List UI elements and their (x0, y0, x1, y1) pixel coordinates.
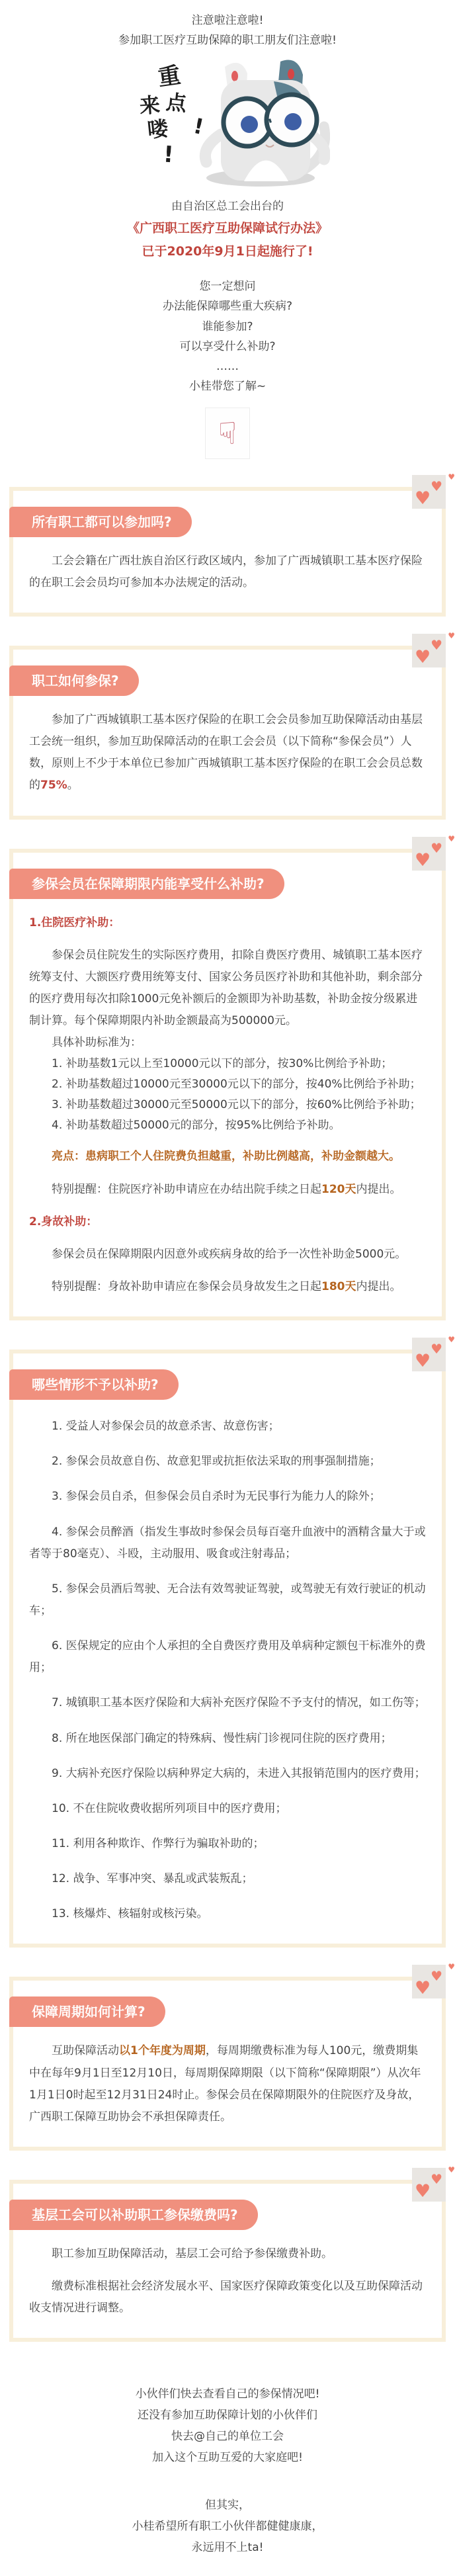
wide-eyed-cat-sticker (125, 56, 330, 190)
intro-line: 注意啦注意啦! (191, 14, 264, 27)
sticker-caption-char: 点 (165, 89, 188, 116)
footer-line: 永远用不上ta! (191, 2541, 264, 2555)
exclusion-item: 3. 参保会员自杀，但参保会员自杀时为无民事行为能力人的除外； (52, 1490, 381, 1504)
standards-item: 2. 补助基数超过10000元至30000元以下的部分，按40%比例给予补助； (52, 1077, 421, 1091)
cat-illustration (188, 56, 330, 190)
card-paragraph: 参保会员在保障期限内因意外或疾病身故的给予一次性补助金5000元。 (52, 1247, 407, 1261)
reminder-note (29, 1276, 426, 1298)
footer-line: 还没有参加互助保障计划的小伙伴们 (138, 2409, 317, 2423)
heart-icon: ♥ (448, 1962, 455, 1972)
hearts-decoration (412, 2165, 455, 2202)
card-how-to-enroll (9, 631, 455, 820)
card-paragraph: 参保会员住院发生的实际医疗费用，扣除自费医疗费用、城镇职工基本医疗统筹支付、大额医疗费用统筹支付、国家公务员医疗补助和其他补助，剩余部分的医疗费用每次扣除1000元免补额后的金额即为补助基数，补助金按分级累进制计算。每个保障期限内补助金额最高为500000元。 (29, 948, 423, 1028)
heart-icon: ♥ (415, 849, 431, 871)
question-line: 谁能参加? (202, 320, 253, 333)
footer-wish (0, 2495, 455, 2559)
exclusion-item: 11. 利用各种欺诈、作弊行为骗取补助的； (52, 1836, 265, 1850)
sticker-caption-char: 重 (156, 62, 183, 91)
footer-line: 小桂希望所有职工小伙伴都健健康康， (132, 2520, 323, 2534)
paragraph-text: 特别提醒：住院医疗补助申请应在办结出院手续之日起 (52, 1182, 321, 1196)
heart-icon: ♥ (415, 488, 431, 509)
footer-line: 加入这个互助互爱的大家庭吧! (152, 2451, 303, 2465)
exclusion-item: 10. 不在住院收费收据所列项目中的医疗费用； (52, 1801, 287, 1815)
exclusion-item: 9. 大病补充医疗保险以病种界定大病的，未进入其报销范围内的医疗费用； (52, 1766, 426, 1780)
paragraph-text: 。 (67, 779, 79, 793)
standards-item: 1. 补助基数1元以上至10000元以下的部分，按30%比例给予补助； (52, 1056, 393, 1070)
intro-section (0, 0, 455, 51)
heart-icon: ♥ (448, 834, 455, 843)
card-title-pill: 哪些情形不予以补助? (9, 1369, 179, 1400)
exclusion-item: 2. 参保会员故意自伤、故意犯罪或抗拒依法采取的刑事强制措施； (52, 1455, 381, 1469)
sticker-caption-char: ! (162, 141, 175, 168)
ellipsis-line: …… (216, 360, 239, 374)
standards-label: 具体补助标准为： (52, 1036, 142, 1050)
heart-icon: ♥ (415, 1351, 431, 1372)
sticker-caption-char: ! (191, 112, 206, 140)
paragraph-text: 互助保障活动 (52, 2044, 119, 2058)
highlighted-value: 120天 (321, 1182, 356, 1196)
footer-line: 快去@自己的单位工会 (171, 2430, 284, 2444)
exclusion-item: 8. 所在地医保部门确定的特殊病、慢性病门诊视同住院的医疗费用； (52, 1731, 392, 1745)
exclusion-item: 7. 城镇职工基本医疗保险和大病补充医疗保险不予支付的情况，如工伤等； (52, 1696, 426, 1710)
hearts-decoration (412, 472, 455, 509)
card-paragraph: 缴费标准根据社会经济发展水平、国家医疗保障政策变化以及互助保障活动收支情况进行调整。 (29, 2280, 423, 2315)
exclusion-item: 12. 战争、军事冲突、暴乱或武装叛乱； (52, 1872, 253, 1886)
card-exclusions (9, 1335, 455, 1948)
highlighted-value: 以1个年度为周期 (119, 2044, 206, 2058)
standards-item: 3. 补助基数超过30000元至50000元以下的部分，按60%比例给予补助； (52, 1097, 421, 1111)
announcement-issuer: 由自治区总工会出台的 (171, 199, 284, 213)
heart-icon: ♥ (431, 2170, 442, 2187)
policy-effective-date: 已于2020年9月1日起施行了! (142, 244, 313, 259)
hearts-decoration (412, 631, 455, 667)
card-title-pill: 所有职工都可以参加吗? (9, 507, 192, 537)
point-down-hand-icon: ☟ (218, 415, 237, 451)
heart-icon: ♥ (431, 1968, 442, 1985)
reminder-note (29, 1179, 426, 1201)
highlighted-value: 180天 (321, 1280, 356, 1293)
standards-item: 4. 补助基数超过50000元的部分，按95%比例给予补助。 (52, 1119, 341, 1133)
paragraph-text: ，每周期缴费标准为每人100元，缴费期集中在每年9月1日至12月10日，每周期保障期限（以下简称“保障期限”）从次年1月1日0时起至12月31日24时止。参保会员在保障期限外的住院医疗及身故，广西职工保障互助协会不承担保障责任。 (29, 2044, 421, 2124)
heart-icon: ♥ (448, 1335, 455, 1345)
heart-icon: ♥ (415, 2180, 431, 2202)
announcement-section (0, 196, 455, 264)
question-line: 办法能保障哪些重大疾病? (162, 300, 293, 314)
heart-icon: ♥ (448, 472, 455, 482)
intro-line: 参加职工医疗互助保障的职工朋友们注意啦! (118, 34, 337, 48)
card-title-pill: 参保会员在保障期限内能享受什么补助? (9, 869, 284, 899)
card-benefits (9, 834, 455, 1321)
heart-icon: ♥ (431, 839, 442, 856)
subsection-title: 1.住院医疗补助： (29, 916, 120, 929)
pointer-box (205, 408, 250, 459)
card-paragraph: 工会会籍在广西壮族自治区行政区域内，参加了广西城镇职工基本医疗保险的在职工会会员均可参加本办法规定的活动。 (29, 554, 423, 589)
subsidy-standards-list (29, 1033, 426, 1135)
questions-section (0, 277, 455, 397)
paragraph-text: 特别提醒：身故补助申请应在参保会员身故发生之日起 (52, 1280, 321, 1293)
exclusion-list (29, 1416, 426, 1925)
exclusion-item: 5. 参保会员酒后驾驶、无合法有效驾驶证驾驶，或驾驶无有效行驶证的机动车； (29, 1582, 426, 1617)
card-union-subsidy (9, 2165, 455, 2342)
heart-icon: ♥ (448, 631, 455, 640)
paragraph-text: 内提出。 (356, 1182, 401, 1196)
hearts-decoration (412, 834, 455, 871)
footer-section (0, 2384, 455, 2576)
subsection-title: 2.身故补助： (29, 1215, 98, 1228)
exclusion-item: 1. 受益人对参保会员的故意杀害、故意伤害； (52, 1420, 280, 1434)
exclusion-item: 4. 参保会员醉酒（指发生事故时参保会员每百毫升血液中的酒精含量大于或者等于80毫克）、斗殴，主动服用、吸食或注射毒品； (29, 1525, 426, 1561)
heart-icon: ♥ (415, 1978, 431, 1999)
footer-line: 小伙伴们快去查看自己的参保情况吧! (135, 2387, 320, 2401)
question-line: 小桂带您了解~ (188, 380, 267, 394)
question-line: 您一定想问 (199, 280, 256, 294)
card-title-pill: 基层工会可以补助职工参保缴费吗? (9, 2200, 258, 2230)
heart-icon: ♥ (448, 2165, 455, 2174)
card-title-pill: 职工如何参保? (9, 665, 139, 696)
footer-call-to-action (0, 2384, 455, 2469)
card-paragraph (29, 709, 426, 797)
paragraph-text: 参加了广西城镇职工基本医疗保险的在职工会会员参加互助保障活动由基层工会统一组织，参加互助保障活动的在职工会会员（以下简称“参保会员”）人数，原则上不少于本单位已参加广西城镇职工基本医疗保险的在职工会会员总数的 (29, 713, 423, 793)
card-coverage-period (9, 1962, 455, 2151)
paragraph-text: 内提出。 (356, 1280, 401, 1293)
card-paragraph (29, 2040, 426, 2128)
hearts-decoration (412, 1335, 455, 1372)
card-title-pill: 保障周期如何计算? (9, 1996, 165, 2027)
highlighted-value: 75% (40, 779, 67, 793)
heart-icon: ♥ (431, 1341, 442, 1357)
heart-icon: ♥ (431, 478, 442, 494)
sticker-caption-char: 喽 (146, 116, 169, 143)
question-line: 可以享受什么补助? (179, 339, 276, 353)
heart-icon: ♥ (415, 647, 431, 667)
card-paragraph: 职工参加互助保障活动，基层工会可给予参保缴费补助。 (52, 2247, 333, 2260)
heart-icon: ♥ (431, 637, 442, 653)
policy-title: 《广西职工医疗互助保障试行办法》 (126, 220, 328, 236)
hearts-decoration (412, 1962, 455, 1999)
footer-line: 但其实， (205, 2499, 250, 2512)
exclusion-item: 6. 医保规定的应由个人承担的全自费医疗费用及单病种定额包干标准外的费用； (29, 1639, 426, 1675)
highlight-note: 亮点：患病职工个人住院费负担越重，补助比例越高，补助金额越大。 (52, 1150, 400, 1164)
card-who-can-join (9, 472, 455, 617)
exclusion-item: 13. 核爆炸、核辐射或核污染。 (52, 1907, 208, 1921)
sticker-caption-char: 来 (138, 93, 161, 118)
